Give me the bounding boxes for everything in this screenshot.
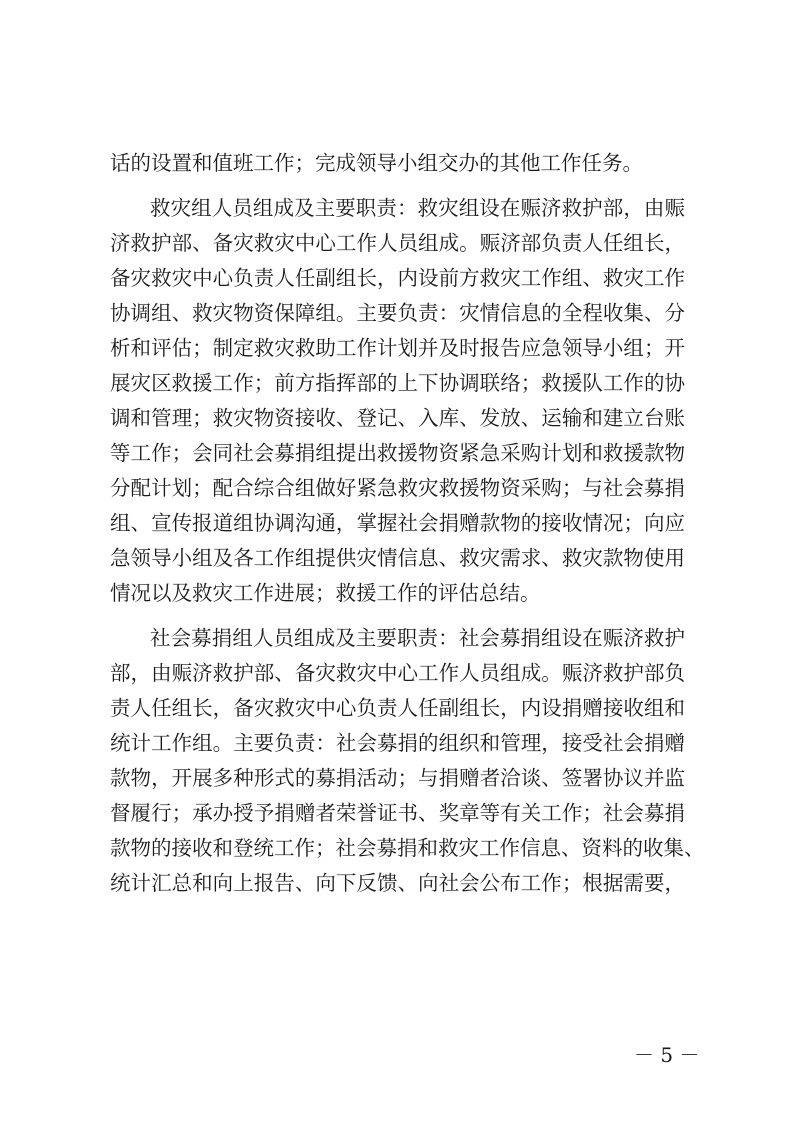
paragraph-rescue-group-line-2: 济救护部、备灾救灾中心工作人员组成。赈济部负责人任组长， (110, 231, 685, 255)
paragraph-rescue-group-line-11: 急领导小组及各工作组提供灾情信息、救灾需求、救灾款物使用 (110, 546, 685, 570)
paragraph-rescue-group-line-9: 分配计划；配合综合组做好紧急救灾救援物资采购；与社会募捐 (110, 476, 685, 500)
paragraph-fundraising-group-line-7: 款物的接收和登统工作；社会募捐和救灾工作信息、资料的收集、 (110, 836, 705, 860)
paragraph-rescue-group-line-4: 协调组、救灾物资保障组。主要负责：灾情信息的全程收集、分 (110, 301, 685, 325)
paragraph-fundraising-group-line-5: 款物，开展多种形式的募捐活动；与捐赠者洽谈、签署协议并监 (110, 766, 685, 790)
paragraph-fundraising-group-line-4: 统计工作组。主要负责：社会募捐的组织和管理，接受社会捐赠 (110, 731, 685, 755)
paragraph-rescue-group-line-8: 等工作；会同社会募捐组提出救援物资紧急采购计划和救援款物 (110, 441, 685, 465)
paragraph-rescue-group-line-10: 组、宣传报道组协调沟通，掌握社会捐赠款物的接收情况；向应 (110, 511, 685, 535)
paragraph-rescue-group-line-3: 备灾救灾中心负责人任副组长，内设前方救灾工作组、救灾工作 (110, 266, 685, 290)
page-number: － 5 － (634, 1043, 700, 1067)
paragraph-rescue-group-line-5: 析和评估；制定救灾救助工作计划并及时报告应急领导小组；开 (110, 336, 685, 360)
paragraph-fundraising-group-line-2: 部，由赈济救护部、备灾救灾中心工作人员组成。赈济救护部负 (110, 661, 685, 685)
paragraph-fundraising-group-line-6: 督履行；承办授予捐赠者荣誉证书、奖章等有关工作；社会募捐 (110, 801, 685, 825)
paragraph-fundraising-group-line-1: 社会募捐组人员组成及主要职责：社会募捐组设在赈济救护 (150, 626, 685, 650)
paragraph-rescue-group-line-1: 救灾组人员组成及主要职责：救灾组设在赈济救护部，由赈 (150, 196, 685, 220)
text-line-1: 话的设置和值班工作；完成领导小组交办的其他工作任务。 (110, 151, 643, 175)
paragraph-fundraising-group-line-3: 责人任组长，备灾救灾中心负责人任副组长，内设捐赠接收组和 (110, 696, 685, 720)
paragraph-rescue-group-line-6: 展灾区救援工作；前方指挥部的上下协调联络；救援队工作的协 (110, 371, 685, 395)
paragraph-rescue-group-line-7: 调和管理；救灾物资接收、登记、入库、发放、运输和建立台账 (110, 406, 685, 430)
paragraph-rescue-group-line-12: 情况以及救灾工作进展；救援工作的评估总结。 (110, 581, 541, 605)
paragraph-fundraising-group-line-8: 统计汇总和向上报告、向下反馈、向社会公布工作；根据需要， (110, 871, 685, 895)
